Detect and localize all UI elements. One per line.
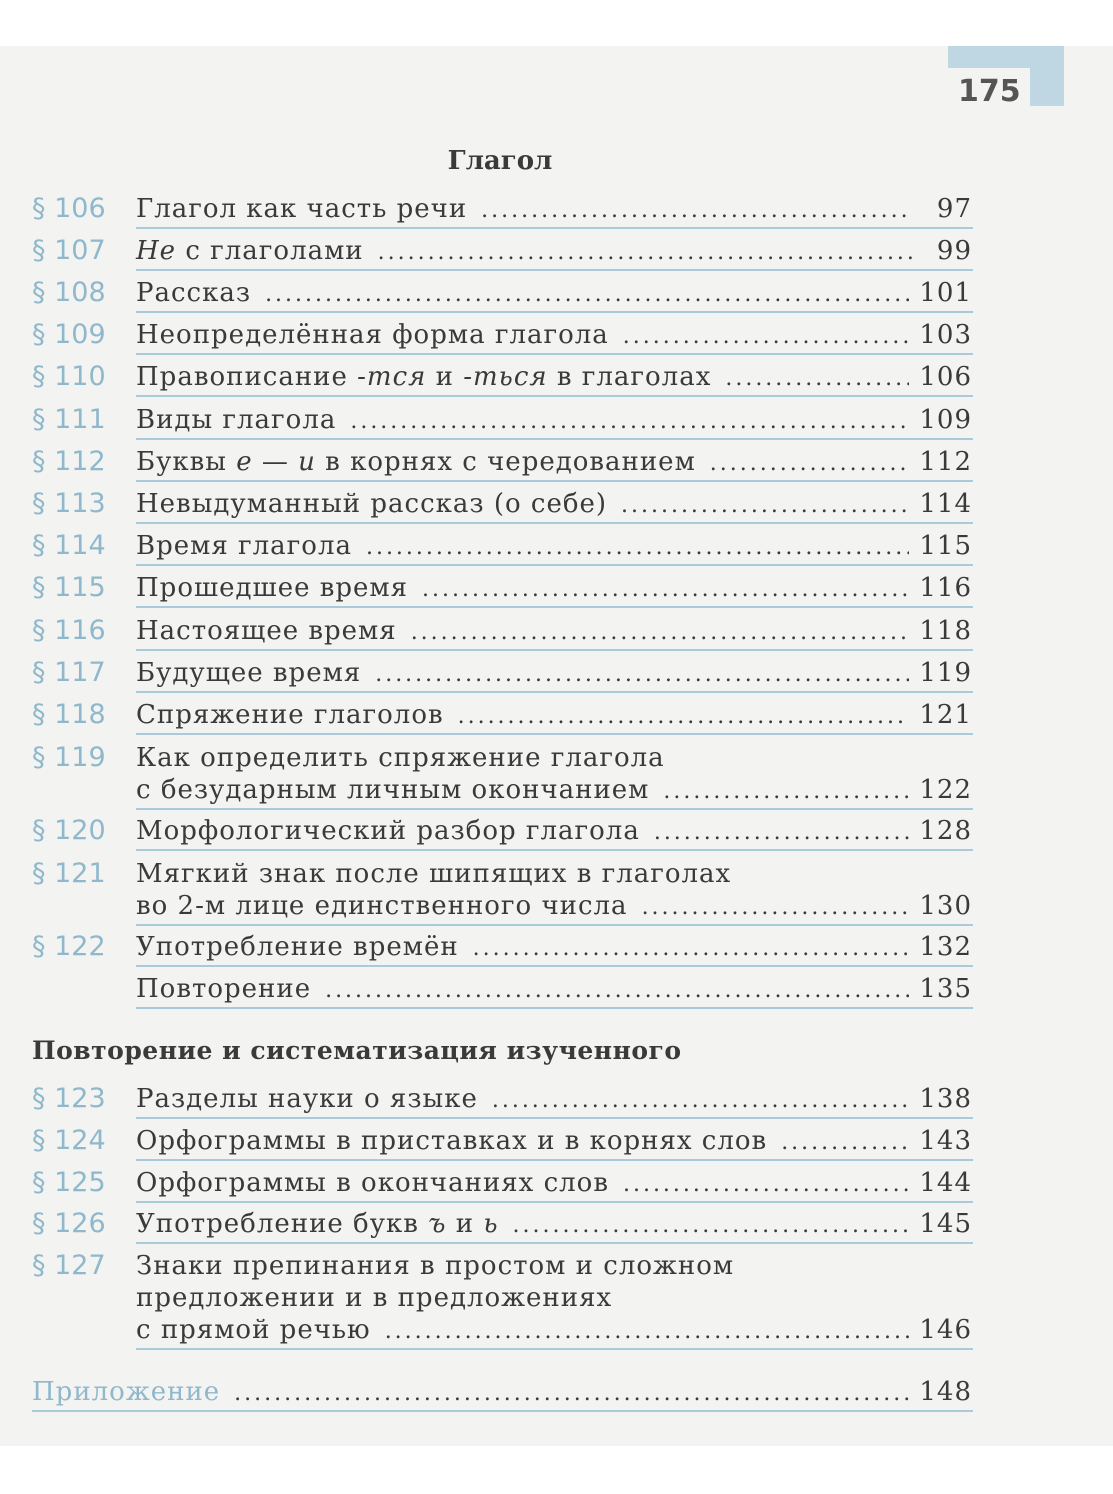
page-ref: 99 <box>936 236 972 266</box>
entry-title <box>136 446 972 480</box>
entry-title <box>136 404 972 438</box>
dot-leader <box>378 237 912 269</box>
entry-line <box>136 404 972 438</box>
entry-title <box>136 1167 972 1201</box>
page-ref: 118 <box>919 616 972 646</box>
dot-leader <box>642 892 910 924</box>
page-ref: 103 <box>919 320 972 350</box>
group-title: Повторение и систематизация изученного <box>32 1036 682 1065</box>
dot-leader <box>350 406 909 438</box>
paragraph-number: § 118 <box>32 699 106 730</box>
paragraph-number: § 106 <box>32 193 106 224</box>
dot-leader <box>473 933 910 965</box>
entry-line <box>136 973 972 1007</box>
page-ref: 109 <box>919 405 972 435</box>
entry-text: во 2-м лице единственного числа <box>136 891 628 921</box>
entry-title <box>136 361 972 395</box>
dot-leader <box>481 195 912 227</box>
entry-line <box>136 1208 972 1242</box>
entry-line <box>136 615 972 649</box>
entry-line <box>136 572 972 606</box>
entry-underline <box>136 395 973 397</box>
page-ref: 146 <box>919 1315 972 1345</box>
dot-leader <box>621 490 909 522</box>
entry-underline <box>136 438 973 440</box>
entry-text: Не с глаголами <box>136 236 364 266</box>
page-ref: 114 <box>919 489 972 519</box>
entry-text: Орфограммы в приставках и в корнях слов <box>136 1126 768 1156</box>
entry-underline <box>136 1348 973 1350</box>
dot-leader <box>513 1210 910 1242</box>
entry-title <box>136 193 972 227</box>
paragraph-number: § 125 <box>32 1167 106 1198</box>
dot-leader <box>781 1127 909 1159</box>
entry-text: Спряжение глаголов <box>136 700 444 730</box>
dot-leader <box>623 1169 909 1201</box>
entry-underline <box>136 564 973 566</box>
entry-title <box>136 973 972 1007</box>
page <box>0 46 1113 1446</box>
entry-underline <box>136 1117 973 1119</box>
entry-underline <box>136 606 973 608</box>
entry-line <box>136 1314 972 1348</box>
dot-leader <box>492 1085 910 1117</box>
page-tab-side <box>1030 68 1064 106</box>
entry-underline <box>136 522 973 524</box>
page-ref: 138 <box>919 1084 972 1114</box>
entry-underline <box>136 808 973 810</box>
entry-text: Глагол как часть речи <box>136 194 468 224</box>
entry-line <box>136 858 972 890</box>
entry-underline <box>136 227 973 229</box>
page-ref: 112 <box>919 447 972 477</box>
entry-text: Неопределённая форма глагола <box>136 320 609 350</box>
page-ref: 106 <box>919 362 972 392</box>
entry-underline <box>136 691 973 693</box>
paragraph-number: § 112 <box>32 446 106 477</box>
entry-underline <box>32 1410 973 1412</box>
entry-underline <box>136 849 973 851</box>
dot-leader <box>663 776 909 808</box>
dot-leader <box>234 1378 909 1410</box>
page-ref: 143 <box>919 1126 972 1156</box>
page-ref: 121 <box>919 700 972 730</box>
entry-underline <box>136 353 973 355</box>
entry-title <box>136 1208 972 1242</box>
page-ref: 115 <box>919 531 972 561</box>
entry-line <box>136 1250 972 1282</box>
entry-line <box>136 774 972 808</box>
entry-line <box>136 1125 972 1159</box>
entry-title <box>136 657 972 691</box>
entry-line <box>136 890 972 924</box>
entry-text: Разделы науки о языке <box>136 1084 478 1114</box>
entry-line <box>136 657 972 691</box>
entry-title <box>136 277 972 311</box>
entry-line <box>136 1083 972 1117</box>
entry-text: Виды глагола <box>136 405 337 435</box>
page-ref: 101 <box>919 278 972 308</box>
entry-line <box>136 446 972 480</box>
paragraph-number: § 122 <box>32 931 106 962</box>
entry-text: Правописание -тся и -ться в глаголах <box>136 362 712 392</box>
entry-underline <box>136 1159 973 1161</box>
entry-underline <box>136 649 973 651</box>
paragraph-number: § 110 <box>32 361 106 392</box>
entry-title <box>136 742 972 808</box>
entry-text: с безударным личным окончанием <box>136 775 650 805</box>
entry-line <box>136 742 972 774</box>
page-ref: 122 <box>919 775 972 805</box>
entry-line <box>136 193 972 227</box>
entry-title <box>136 572 972 606</box>
paragraph-number: § 127 <box>32 1250 106 1281</box>
page-ref: 116 <box>919 573 972 603</box>
dot-leader <box>710 448 910 480</box>
dot-leader <box>458 701 910 733</box>
entry-underline <box>136 269 973 271</box>
entry-line <box>32 1376 972 1410</box>
paragraph-number: § 111 <box>32 404 106 435</box>
entry-line <box>136 699 972 733</box>
paragraph-number: § 109 <box>32 319 106 350</box>
dot-leader <box>411 617 910 649</box>
paragraph-number: § 107 <box>32 235 106 266</box>
entry-title <box>136 319 972 353</box>
paragraph-number: § 126 <box>32 1208 106 1239</box>
entry-title <box>136 815 972 849</box>
page-tab-top <box>948 46 1064 68</box>
dot-leader <box>375 659 909 691</box>
paragraph-number: § 116 <box>32 615 106 646</box>
entry-underline <box>136 1007 973 1009</box>
entry-text: Рассказ <box>136 278 252 308</box>
paragraph-number: § 124 <box>32 1125 106 1156</box>
dot-leader <box>654 817 910 849</box>
entry-text: Употребление букв ъ и ь <box>136 1209 499 1239</box>
entry-title <box>136 235 972 269</box>
entry-title <box>136 1083 972 1117</box>
entry-title <box>136 931 972 965</box>
entry-text: Буквы е — и в корнях с чередованием <box>136 447 696 477</box>
page-ref: 148 <box>919 1377 972 1407</box>
entry-title <box>136 615 972 649</box>
entry-text: Настоящее время <box>136 616 397 646</box>
entry-text: Как определить спряжение глагола <box>136 743 665 773</box>
entry-line <box>136 319 972 353</box>
paragraph-number: § 121 <box>32 858 106 889</box>
page-ref: 144 <box>919 1168 972 1198</box>
entry-text: Мягкий знак после шипящих в глаголах <box>136 859 732 889</box>
entry-text: Невыдуманный рассказ (о себе) <box>136 489 608 519</box>
entry-text: Употребление времён <box>136 932 459 962</box>
dot-leader <box>366 532 909 564</box>
entry-line <box>136 1282 972 1314</box>
appendix-line <box>32 1376 972 1410</box>
page-ref: 128 <box>919 816 972 846</box>
dot-leader <box>325 975 909 1007</box>
entry-underline <box>136 311 973 313</box>
entry-title <box>136 488 972 522</box>
entry-title <box>136 858 972 924</box>
entry-title <box>136 1250 972 1348</box>
entry-line <box>136 488 972 522</box>
page-ref: 130 <box>919 891 972 921</box>
entry-line <box>136 815 972 849</box>
entry-title <box>136 1125 972 1159</box>
entry-line <box>136 931 972 965</box>
entry-text: Прошедшее время <box>136 573 409 603</box>
entry-underline <box>136 924 973 926</box>
entry-text: с прямой речью <box>136 1315 371 1345</box>
entry-text: Повторение <box>136 974 312 1004</box>
paragraph-number: § 123 <box>32 1083 106 1114</box>
appendix-label: Приложение <box>32 1377 221 1407</box>
paragraph-number: § 113 <box>32 488 106 519</box>
page-ref: 132 <box>919 932 972 962</box>
entry-underline <box>136 480 973 482</box>
paragraph-number: § 114 <box>32 530 106 561</box>
entry-title <box>136 530 972 564</box>
entry-line <box>136 1167 972 1201</box>
paragraph-number: § 117 <box>32 657 106 688</box>
entry-line <box>136 361 972 395</box>
dot-leader <box>385 1316 910 1348</box>
dot-leader <box>422 574 909 606</box>
entry-text: Будущее время <box>136 658 362 688</box>
entry-text: Знаки препинания в простом и сложном <box>136 1251 735 1281</box>
entry-text: Время глагола <box>136 531 352 561</box>
page-ref: 145 <box>919 1209 972 1239</box>
entry-line <box>136 235 972 269</box>
page-number: 175 <box>958 74 1021 109</box>
paragraph-number: § 119 <box>32 742 106 773</box>
entry-text: Орфограммы в окончаниях слов <box>136 1168 609 1198</box>
entry-text: предложении и в предложениях <box>136 1283 613 1313</box>
dot-leader <box>725 363 909 395</box>
page-ref: 135 <box>919 974 972 1004</box>
entry-title <box>136 699 972 733</box>
page-ref: 97 <box>936 194 972 224</box>
paragraph-number: § 115 <box>32 572 106 603</box>
entry-underline <box>136 1201 973 1203</box>
entry-underline <box>136 1242 973 1244</box>
entry-underline <box>136 965 973 967</box>
paragraph-number: § 120 <box>32 815 106 846</box>
entry-line <box>136 277 972 311</box>
paragraph-number: § 108 <box>32 277 106 308</box>
dot-leader <box>623 321 910 353</box>
section-title: Глагол <box>447 146 553 176</box>
entry-text: Морфологический разбор глагола <box>136 816 640 846</box>
entry-line <box>136 530 972 564</box>
page-ref: 119 <box>919 658 972 688</box>
dot-leader <box>265 279 909 311</box>
entry-underline <box>136 733 973 735</box>
